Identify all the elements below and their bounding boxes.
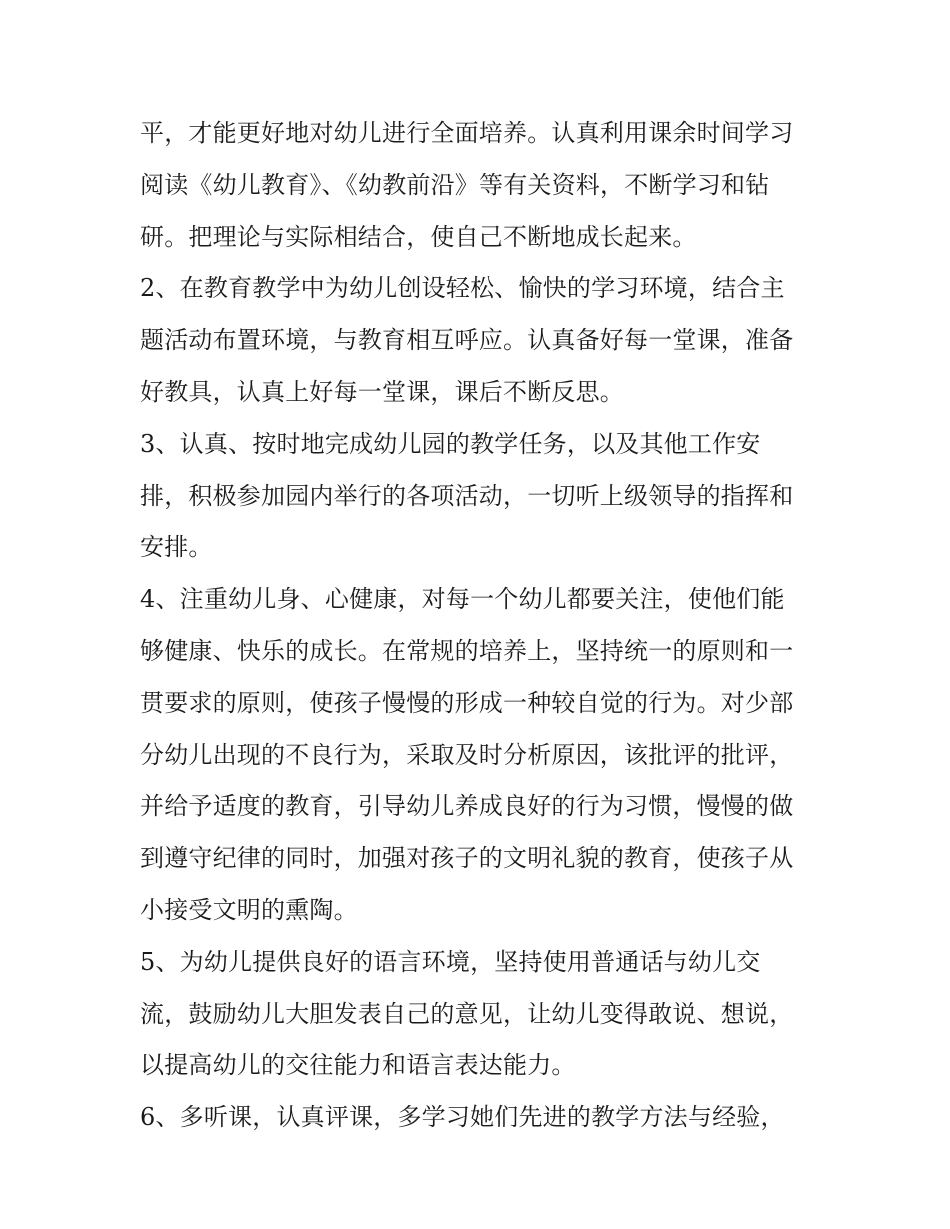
text-line: 3、认真、按时地完成幼儿园的教学任务，以及其他工作安: [140, 429, 761, 458]
text-line: 并给予适度的教育，引导幼儿养成良好的行为习惯，慢慢的做: [140, 792, 794, 821]
document-body: [140, 108, 820, 1144]
text-line: 好教具，认真上好每一堂课，课后不断反思。: [140, 377, 624, 406]
text-line: 安排。: [140, 533, 213, 562]
text-line: 够健康、快乐的成长。在常规的培养上，坚持统一的原则和一: [140, 636, 794, 665]
text-line: 流，鼓励幼儿大胆发表自己的意见，让幼儿变得敢说、想说，: [140, 999, 794, 1028]
text-line: 5、为幼儿提供良好的语言环境，坚持使用普通话与幼儿交: [140, 947, 761, 976]
text-line: 研。把理论与实际相结合，使自己不断地成长起来。: [140, 222, 697, 251]
text-line: 到遵守纪律的同时，加强对孩子的文明礼貌的教育，使孩子从: [140, 844, 794, 873]
text-line: 以提高幼儿的交往能力和语言表达能力。: [140, 1051, 576, 1080]
text-line: 题活动布置环境，与教育相互呼应。认真备好每一堂课，准备: [140, 326, 794, 355]
text-line: 阅读《幼儿教育》、《幼教前沿》等有关资料，不断学习和钻: [140, 170, 770, 199]
text-line: 分幼儿出现的不良行为，采取及时分析原因，该批评的批评，: [140, 740, 794, 769]
text-line: 2、在教育教学中为幼儿创设轻松、愉快的学习环境，结合主: [140, 274, 785, 303]
text-line: 平，才能更好地对幼儿进行全面培养。认真利用课余时间学习: [140, 119, 794, 147]
text-line: 贯要求的原则，使孩子慢慢的形成一种较自觉的行为。对少部: [140, 688, 794, 717]
text-line: 排，积极参加园内举行的各项活动，一切听上级领导的指挥和: [140, 481, 794, 510]
text-line: 4、注重幼儿身、心健康，对每一个幼儿都要关注，使他们能: [140, 585, 785, 614]
text-line: 小接受文明的熏陶。: [140, 895, 358, 924]
text-line: 6、多听课，认真评课，多学习她们先进的教学方法与经验，: [140, 1103, 785, 1132]
